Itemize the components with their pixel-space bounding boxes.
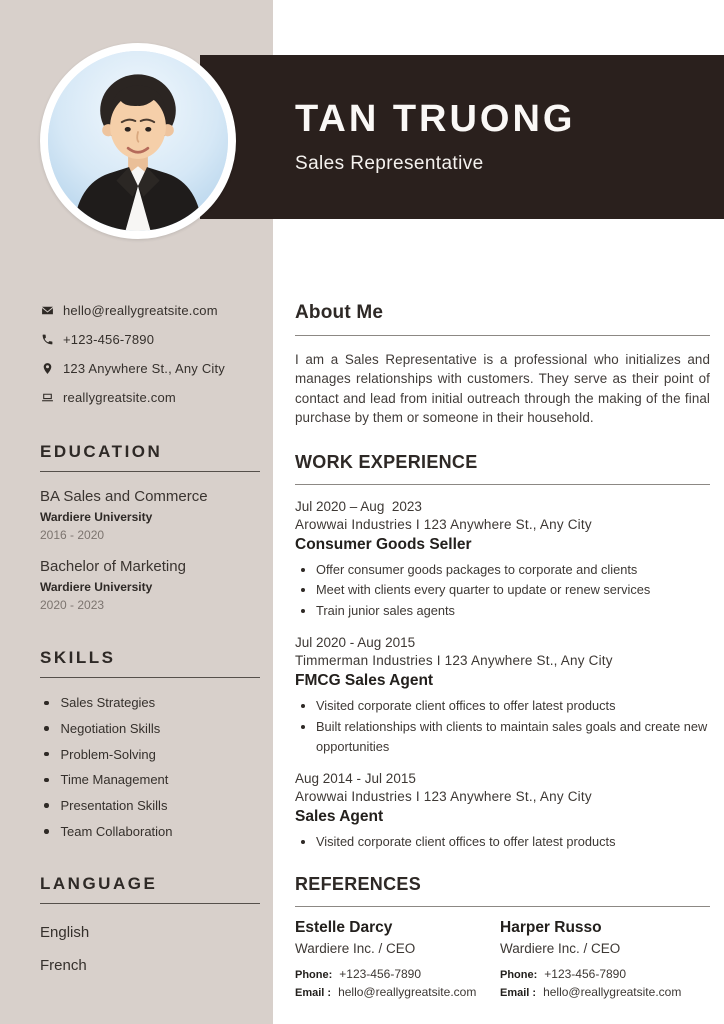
bullet-icon [301,840,305,844]
bullet-icon [301,588,305,592]
education-item [40,558,260,612]
job-bullet-text: Train junior sales agents [316,602,455,618]
job-bullet-list [295,696,710,757]
job-bullet-list [295,832,710,852]
email-label: Email : [295,987,332,999]
skill-label: Time Management [60,772,169,788]
bullet-icon [301,704,305,708]
contact-email-text: hello@reallygreatsite.com [63,303,218,318]
job-bullet [295,560,710,580]
header-band [200,55,724,219]
references-section [295,874,710,999]
job-bullet-text: Offer consumer goods packages to corporate and clients [316,562,638,577]
section-divider [40,471,260,472]
bullet-icon [301,568,305,572]
job-bullet-text: Visited corporate client offices to offer latest products [316,698,616,714]
skill-item [40,741,260,767]
language-item: French [40,957,87,974]
job-bullet [295,717,710,758]
school-name: Wardiere University [40,510,153,524]
skill-item [40,818,260,844]
bullet-icon [301,609,305,613]
reference-role: Wardiere Inc. / CEO [500,941,621,956]
section-divider [40,903,260,904]
email-label: Email : [500,987,537,999]
job-bullet-text: Built relationships with clients to maintain sales goals and create new opportunities [316,718,708,755]
job-dates: Jul 2020 – Aug 2023 [295,499,422,514]
job-entry [295,635,710,757]
job-bullet [295,580,710,600]
section-divider [295,335,710,336]
phone-icon [40,333,54,347]
job-dates: Jul 2020 - Aug 2015 [295,635,416,651]
reference-phone: +123-456-7890 [544,967,627,981]
laptop-icon [40,391,54,405]
skills-list [40,690,260,844]
job-bullet [295,601,710,621]
reference-email: hello@reallygreatsite.com [338,985,477,999]
skill-item [40,716,260,742]
reference-phone-row [295,967,500,981]
about-section [295,302,710,428]
education-item [40,488,260,542]
reference-role: Wardiere Inc. / CEO [295,941,416,956]
degree-title: Bachelor of Marketing [40,558,186,575]
language-list [40,916,260,982]
bullet-icon [44,726,49,731]
contact-address-text: 123 Anywhere St., Any City [63,361,226,376]
profile-photo [40,43,236,239]
about-heading: About Me [295,302,384,323]
job-bullet [295,832,710,852]
section-divider [40,677,260,678]
bullet-icon [44,778,49,783]
language-section [40,874,260,982]
education-heading: EDUCATION [40,442,163,461]
job-bullet-text: Meet with clients every quarter to update or renew services [316,582,651,598]
contact-list [40,296,255,412]
reference-email-row [500,985,705,999]
skill-label: Sales Strategies [60,695,156,711]
reference-phone-row [500,967,705,981]
school-name: Wardiere University [40,580,153,594]
work-experience-section [295,452,710,853]
section-divider [295,484,710,485]
skill-item [40,767,260,793]
language-item: English [40,924,90,941]
language-heading: LANGUAGE [40,874,158,893]
job-company: Timmerman Industries I 123 Anywhere St., Any City [295,653,613,669]
phone-label: Phone: [295,969,333,981]
job-title: Sales Representative [295,153,484,174]
job-entry [295,499,710,621]
about-text: I am a Sales Representative is a professional who initializes and manages relationships with customers. They serve as their point of contact and lead from initial outreach through the making of the final purchase by them or someone in their household. [295,352,710,426]
references-heading: REFERENCES [295,874,422,894]
job-company: Arowwai Industries I 123 Anywhere St., Any City [295,789,592,805]
skill-label: Negotiation Skills [60,721,161,737]
skill-item [40,793,260,819]
job-position-title: Sales Agent [295,808,384,826]
skill-item [40,690,260,716]
education-dates: 2016 - 2020 [40,528,105,542]
job-position-title: Consumer Goods Seller [295,536,472,553]
job-bullet [295,696,710,716]
reference-person [500,919,705,999]
bullet-icon [44,701,49,706]
location-pin-icon [40,362,54,376]
education-dates: 2020 - 2023 [40,598,105,612]
contact-email [40,296,255,325]
job-company: Arowwai Industries I 123 Anywhere St., Any City [295,517,592,532]
contact-website [40,383,255,412]
bullet-icon [44,752,49,757]
job-bullet-text: Visited corporate client offices to offer latest products [316,834,616,850]
reference-name: Harper Russo [500,919,602,936]
skill-label: Problem-Solving [60,746,156,762]
references-grid [295,919,710,999]
job-entry [295,771,710,852]
reference-name: Estelle Darcy [295,919,393,936]
contact-phone [40,325,255,354]
reference-person [295,919,500,999]
avatar-illustration [48,51,228,231]
job-position-title: FMCG Sales Agent [295,672,434,690]
reference-email: hello@reallygreatsite.com [543,985,682,999]
bullet-icon [44,829,49,834]
skills-section [40,648,260,844]
job-bullet-list [295,560,710,621]
reference-phone: +123-456-7890 [339,967,422,981]
envelope-icon [40,304,54,318]
bullet-icon [44,803,49,808]
education-section [40,442,260,612]
phone-label: Phone: [500,969,538,981]
contact-website-text: reallygreatsite.com [63,390,176,405]
person-name: TAN TRUONG [295,98,576,140]
degree-title: BA Sales and Commerce [40,488,208,505]
skill-label: Team Collaboration [60,823,173,839]
skills-heading: SKILLS [40,648,116,667]
skill-label: Presentation Skills [60,798,168,814]
reference-email-row [295,985,500,999]
contact-phone-text: +123-456-7890 [63,332,155,347]
work-experience-heading: WORK EXPERIENCE [295,452,478,472]
bullet-icon [301,725,305,729]
job-dates: Aug 2014 - Jul 2015 [295,771,416,787]
contact-address [40,354,255,383]
section-divider [295,906,710,907]
